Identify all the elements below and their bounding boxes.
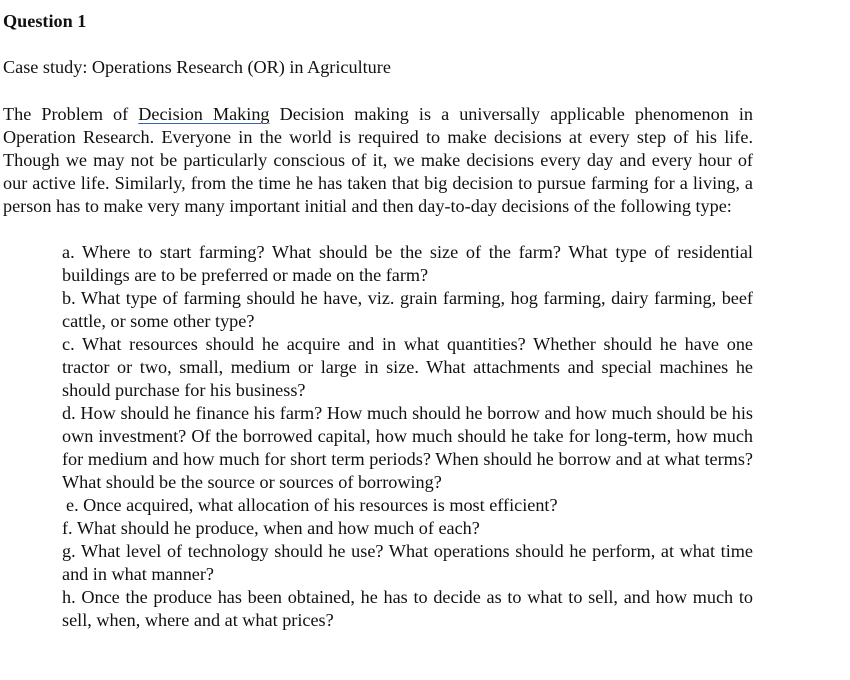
list-item: a. Where to start farming? What should be the size of the farm? What type of residential buildings are to be preferred or made on the farm? xyxy=(62,242,753,285)
list-item: h. Once the produce has been obtained, he has to decide as to what to sell, and how much to sell, when, where and at what prices? xyxy=(62,587,753,630)
document xyxy=(3,10,754,630)
list-item: g. What level of technology should he use? What operations should he perform, at what time and in what manner? xyxy=(62,541,753,584)
list-item: d. How should he finance his farm? How much should he borrow and how much should be his own investment? Of the borrowed capital, how much should he take for long-term, how much for medium and how much for short term periods? When should he borrow and at what terms? What should be the source or sources of borrowing? xyxy=(62,403,753,492)
list-item: c. What resources should he acquire and in what quantities? Whether should he have one tractor or two, small, medium or large in size. What attachments and special machines he should purchase for his business? xyxy=(62,334,753,400)
decision-making-phrase: Decision Making xyxy=(138,104,270,124)
intro-prefix: The Problem of xyxy=(3,104,139,124)
list-item: f. What should he produce, when and how much of each? xyxy=(62,518,480,538)
list-item: b. What type of farming should he have, viz. grain farming, hog farming, dairy farming, beef cattle, or some other type? xyxy=(62,288,753,331)
list-item: e. Once acquired, what allocation of his resources is most efficient? xyxy=(66,495,558,515)
decision-list xyxy=(62,241,753,632)
question-heading: Question 1 xyxy=(3,11,87,31)
intro-paragraph xyxy=(3,103,753,218)
intro-body: Decision making is a universally applicable phenomenon in Operation Research. Everyone in the world is required to make decisions at every step of his life. Though we may not be particularly conscious of it, we make decisions every day and every hour of our active life. Similarly, from the time he has taken that big decision to pursue farming for a living, a person has to make very many important initial and then day-to-day decisions of the following type: xyxy=(3,104,754,216)
case-study-title: Case study: Operations Research (OR) in Agriculture xyxy=(3,57,391,77)
